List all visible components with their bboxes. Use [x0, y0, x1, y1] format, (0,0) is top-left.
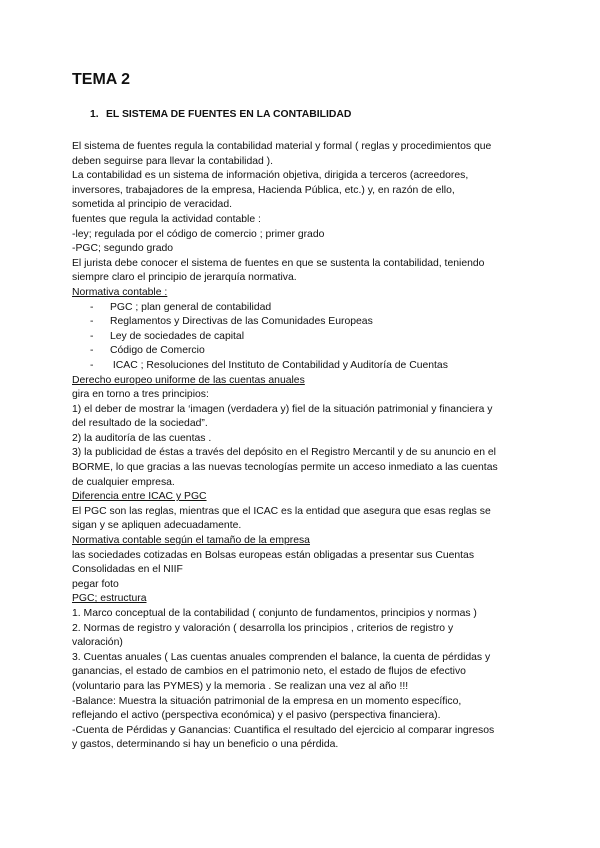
- derecho-line: de cualquier empresa.: [72, 476, 175, 488]
- derecho-heading: Derecho europeo uniforme de las cuentas anuales: [72, 374, 305, 386]
- derecho-line: del resultado de la sociedad”.: [72, 418, 208, 430]
- tamano-heading: Normativa contable según el tamaño de la empresa: [72, 535, 310, 547]
- intro-block: [72, 140, 528, 286]
- section-label: EL SISTEMA DE FUENTES EN LA CONTABILIDAD: [106, 109, 352, 120]
- estructura-block: [72, 607, 528, 753]
- intro-line: sometida al principio de veracidad.: [72, 199, 232, 211]
- diferencia-line: El PGC son las reglas, mientras que el ICAC es la entidad que asegura que esas reglas se: [72, 505, 491, 517]
- list-item: - Código de Comercio: [90, 345, 205, 357]
- estructura-line: ganancias, el estado de cambios en el patrimonio neto, el estado de flujos de efectivo: [72, 666, 466, 678]
- diferencia-heading: Diferencia entre ICAC y PGC: [72, 491, 207, 503]
- intro-line: fuentes que regula la actividad contable :: [72, 213, 261, 225]
- section-number: 1.: [90, 109, 99, 120]
- estructura-line: 3. Cuentas anuales ( Las cuentas anuales comprenden el balance, la cuenta de pérdidas y: [72, 651, 491, 663]
- list-item: - Ley de sociedades de capital: [90, 330, 245, 342]
- page-title: TEMA 2: [72, 71, 131, 88]
- derecho-line: gira en torno a tres principios:: [72, 389, 209, 401]
- derecho-line: 1) el deber de mostrar la ‘imagen (verdadera y) fiel de la situación patrimonial y financiera y: [72, 403, 493, 415]
- derecho-line: BORME, lo que gracias a las nuevas tecnologías permite un acceso inmediato a las cuentas: [72, 462, 498, 474]
- derecho-block: [72, 388, 528, 490]
- tamano-line: Consolidadas en el NIIF: [72, 564, 183, 576]
- diferencia-block: [72, 505, 528, 534]
- tamano-block: [72, 549, 528, 593]
- derecho-line: 3) la publicidad de éstas a través del depósito en el Registro Mercantil y de su anuncio en el: [72, 447, 496, 459]
- estructura-line: reflejando el activo (perspectiva económica) y el pasivo (perspectiva financiera).: [72, 710, 441, 722]
- section-heading: [72, 108, 528, 122]
- list-item: - Reglamentos y Directivas de las Comunidades Europeas: [90, 316, 373, 328]
- normativa-heading: Normativa contable :: [72, 286, 168, 298]
- estructura-line: (voluntario para las PYMES) y la memoria . Se realizan una vez al año !!!: [72, 680, 409, 692]
- intro-line: inversores, trabajadores de la empresa, Hacienda Pública, etc.) y, en razón de ello,: [72, 184, 455, 196]
- intro-line: El jurista debe conocer el sistema de fuentes en que se sustenta la contabilidad, teniendo: [72, 257, 485, 269]
- intro-line: El sistema de fuentes regula la contabilidad material y formal ( reglas y procedimientos que: [72, 141, 492, 152]
- intro-line: deben seguirse para llevar la contabilidad ).: [72, 155, 274, 167]
- intro-line: siempre claro el principio de jerarquía normativa.: [72, 272, 297, 284]
- tamano-line: las sociedades cotizadas en Bolsas europeas están obligadas a presentar sus Cuentas: [72, 549, 475, 561]
- list-item: - PGC ; plan general de contabilidad: [90, 301, 272, 313]
- estructura-line: -Balance: Muestra la situación patrimonial de la empresa en un momento específico,: [72, 695, 462, 707]
- estructura-heading: PGC; estructura: [72, 593, 147, 605]
- estructura-line: valoración): [72, 637, 123, 649]
- tamano-line: pegar foto: [72, 578, 119, 590]
- intro-line: -ley; regulada por el código de comercio ; primer grado: [72, 228, 325, 240]
- derecho-line: 2) la auditoría de las cuentas .: [72, 432, 212, 444]
- estructura-line: y gastos, determinando si hay un beneficio o una pérdida.: [72, 739, 339, 751]
- normativa-list: [72, 301, 528, 374]
- list-item: - ICAC ; Resoluciones del Instituto de Contabilidad y Auditoría de Cuentas: [90, 359, 448, 371]
- estructura-line: 1. Marco conceptual de la contabilidad ( conjunto de fundamentos, principios y normas ): [72, 608, 477, 619]
- intro-line: La contabilidad es un sistema de información objetiva, dirigida a terceros (acreedores,: [72, 170, 469, 182]
- estructura-line: -Cuenta de Pérdidas y Ganancias: Cuantifica el resultado del ejercicio al comparar ingresos: [72, 724, 495, 736]
- diferencia-line: sigan y se apliquen adecuadamente.: [72, 520, 242, 532]
- intro-line: -PGC; segundo grado: [72, 243, 174, 255]
- estructura-line: 2. Normas de registro y valoración ( desarrolla los principios , criterios de registro y: [72, 622, 454, 634]
